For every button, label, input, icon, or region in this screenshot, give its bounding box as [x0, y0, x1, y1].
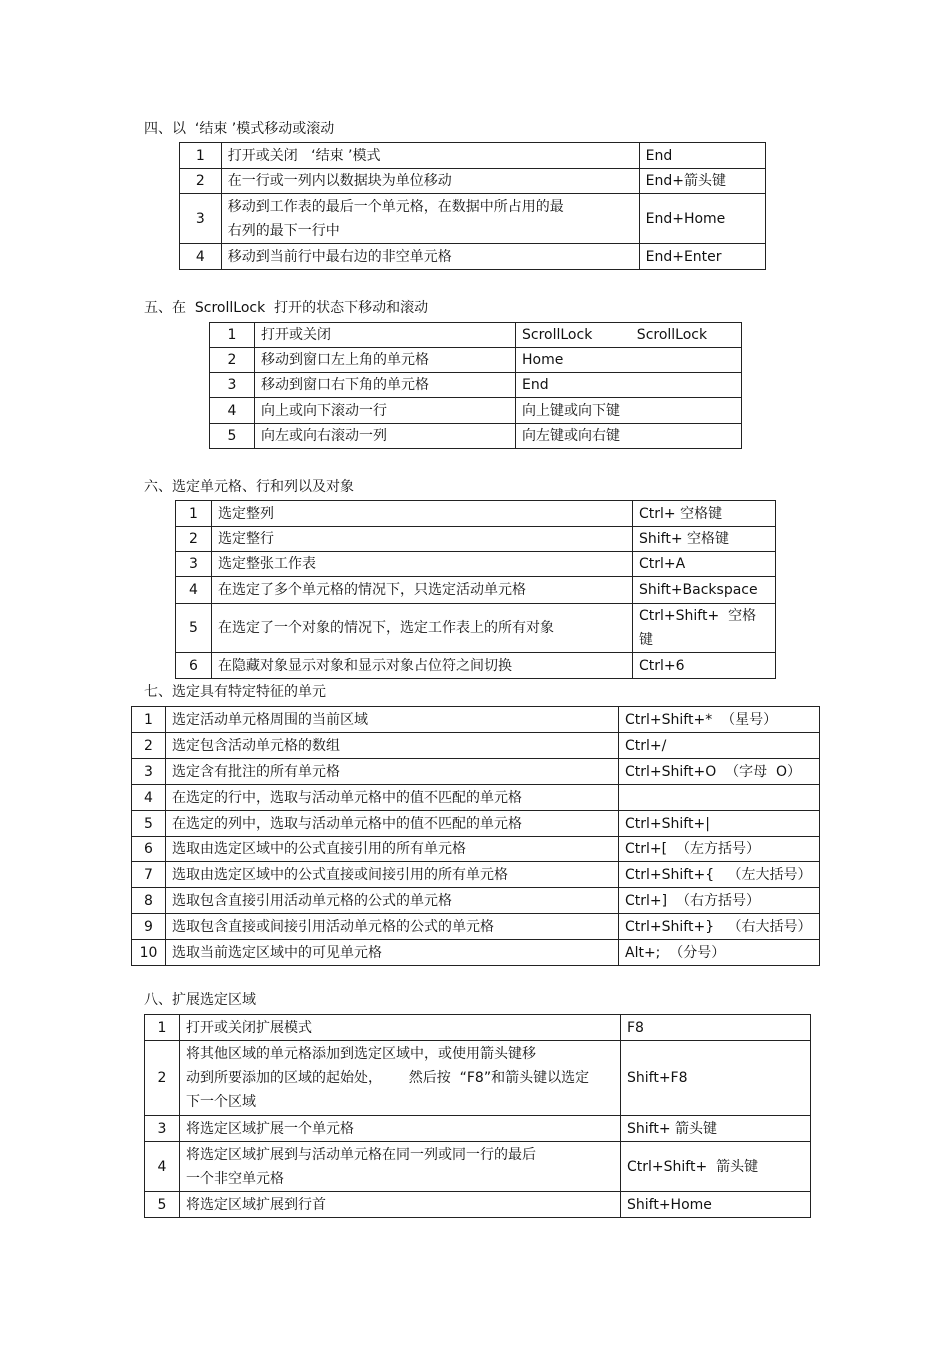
row-number: 2 — [180, 169, 222, 194]
row-number: 7 — [132, 862, 166, 888]
action-description: 选取包含直接引用活动单元格的公式的单元格 — [166, 888, 619, 914]
action-description: 向上或向下滚动一行 — [255, 398, 516, 424]
action-description: 打开或关闭 — [255, 323, 516, 348]
shortcut-keys: Shift+ 箭头键 — [621, 1116, 811, 1142]
row-number: 9 — [132, 914, 166, 940]
shortcut-keys: F8 — [621, 1015, 811, 1041]
row-number: 3 — [180, 194, 222, 244]
row-number: 8 — [132, 888, 166, 914]
action-description: 选定整行 — [212, 527, 633, 552]
table-row — [176, 552, 776, 577]
section-title: 五、在 ScrollLock 打开的状态下移动和滚动 — [144, 300, 429, 316]
row-number: 4 — [176, 577, 212, 604]
row-number: 2 — [132, 733, 166, 759]
table-row — [176, 653, 776, 679]
section-title: 七、选定具有特定特征的单元 — [144, 684, 326, 700]
row-number: 4 — [180, 244, 222, 270]
action-description: 将其他区域的单元格添加到选定区域中，或使用箭头键移 动到所要添加的区域的起始处， 然后按 “F8”和箭头键以选定 下一个区域 — [180, 1041, 621, 1116]
table-row — [176, 527, 776, 552]
action-description: 在选定了多个单元格的情况下，只选定活动单元格 — [212, 577, 633, 604]
shortcut-keys: End+Home — [639, 194, 765, 244]
shortcut-keys: Ctrl+Shift+* （星号） — [619, 707, 820, 733]
action-description: 选定整张工作表 — [212, 552, 633, 577]
shortcut-keys: Ctrl+ 空格键 — [633, 501, 776, 527]
shortcut-keys: Ctrl+Shift+ 空格键 — [633, 604, 776, 653]
action-description: 选取包含直接或间接引用活动单元格的公式的单元格 — [166, 914, 619, 940]
shortcut-keys: 向上键或向下键 — [516, 398, 742, 424]
shortcut-table — [179, 142, 766, 270]
row-number: 1 — [145, 1015, 180, 1041]
table-row — [210, 348, 742, 373]
row-number: 5 — [145, 1192, 180, 1218]
action-description: 选定整列 — [212, 501, 633, 527]
row-number: 2 — [145, 1041, 180, 1116]
row-number: 2 — [176, 527, 212, 552]
row-number: 2 — [210, 348, 255, 373]
action-description: 向左或向右滚动一列 — [255, 424, 516, 449]
action-description: 打开或关闭扩展模式 — [180, 1015, 621, 1041]
table-row — [132, 940, 820, 966]
shortcut-keys: End — [516, 373, 742, 398]
shortcut-keys: Ctrl+Shift+O （字母 O） — [619, 759, 820, 785]
shortcut-keys: 向左键或向右键 — [516, 424, 742, 449]
row-number: 10 — [132, 940, 166, 966]
table-row — [132, 837, 820, 862]
table-row — [145, 1015, 811, 1041]
shortcut-keys — [619, 785, 820, 811]
shortcut-keys: Ctrl+A — [633, 552, 776, 577]
table-row — [132, 785, 820, 811]
action-description: 在选定了一个对象的情况下，选定工作表上的所有对象 — [212, 604, 633, 653]
action-description: 选取由选定区域中的公式直接或间接引用的所有单元格 — [166, 862, 619, 888]
row-number: 1 — [132, 707, 166, 733]
table-row — [132, 707, 820, 733]
shortcut-keys: Ctrl+[ （左方括号） — [619, 837, 820, 862]
shortcut-keys: End+箭头键 — [639, 169, 765, 194]
row-number: 4 — [210, 398, 255, 424]
section-title: 四、以 ‘结束 ’模式移动或滚动 — [144, 121, 335, 137]
table-row — [145, 1192, 811, 1218]
table-row — [132, 914, 820, 940]
shortcut-keys: Shift+Home — [621, 1192, 811, 1218]
table-row — [132, 733, 820, 759]
action-description: 选定活动单元格周围的当前区域 — [166, 707, 619, 733]
action-description: 将选定区域扩展到与活动单元格在同一列或同一行的最后 一个非空单元格 — [180, 1142, 621, 1192]
action-description: 在一行或一列内以数据块为单位移动 — [221, 169, 639, 194]
row-number: 3 — [132, 759, 166, 785]
row-number: 4 — [132, 785, 166, 811]
shortcut-keys: Ctrl+] （右方括号） — [619, 888, 820, 914]
shortcut-table — [131, 706, 820, 966]
table-row — [145, 1142, 811, 1192]
table-row — [132, 759, 820, 785]
table-row — [176, 501, 776, 527]
action-description: 在隐藏对象显示对象和显示对象占位符之间切换 — [212, 653, 633, 679]
shortcut-keys: ScrollLock ScrollLock — [516, 323, 742, 348]
table-row — [176, 577, 776, 604]
row-number: 5 — [210, 424, 255, 449]
table-row — [132, 811, 820, 837]
row-number: 3 — [176, 552, 212, 577]
row-number: 6 — [176, 653, 212, 679]
shortcut-keys: Ctrl+/ — [619, 733, 820, 759]
shortcut-keys: Ctrl+Shift+| — [619, 811, 820, 837]
row-number: 3 — [145, 1116, 180, 1142]
shortcut-keys: Shift+Backspace — [633, 577, 776, 604]
shortcut-table — [209, 322, 742, 449]
row-number: 4 — [145, 1142, 180, 1192]
table-row — [145, 1116, 811, 1142]
shortcut-keys: Ctrl+Shift+{ （左大括号） — [619, 862, 820, 888]
table-row — [180, 143, 766, 169]
shortcut-table — [175, 500, 776, 679]
table-row — [180, 169, 766, 194]
section-title: 六、选定单元格、行和列以及对象 — [144, 479, 354, 495]
shortcut-keys: Shift+F8 — [621, 1041, 811, 1116]
action-description: 移动到窗口右下角的单元格 — [255, 373, 516, 398]
action-description: 移动到窗口左上角的单元格 — [255, 348, 516, 373]
shortcut-keys: Ctrl+6 — [633, 653, 776, 679]
action-description: 将选定区域扩展一个单元格 — [180, 1116, 621, 1142]
table-row — [145, 1041, 811, 1116]
row-number: 1 — [176, 501, 212, 527]
row-number: 3 — [210, 373, 255, 398]
row-number: 1 — [180, 143, 222, 169]
shortcut-keys: Ctrl+Shift+} （右大括号） — [619, 914, 820, 940]
shortcut-table — [144, 1014, 811, 1218]
shortcut-keys: Shift+ 空格键 — [633, 527, 776, 552]
shortcut-keys: Ctrl+Shift+ 箭头键 — [621, 1142, 811, 1192]
shortcut-keys: End — [639, 143, 765, 169]
shortcut-keys: Home — [516, 348, 742, 373]
shortcut-keys: End+Enter — [639, 244, 765, 270]
table-row — [132, 888, 820, 914]
action-description: 在选定的列中，选取与活动单元格中的值不匹配的单元格 — [166, 811, 619, 837]
action-description: 打开或关闭 ‘结束 ’模式 — [221, 143, 639, 169]
row-number: 6 — [132, 837, 166, 862]
table-row — [210, 373, 742, 398]
table-row — [210, 323, 742, 348]
action-description: 选取当前选定区域中的可见单元格 — [166, 940, 619, 966]
section-title: 八、扩展选定区域 — [144, 992, 256, 1008]
action-description: 移动到工作表的最后一个单元格，在数据中所占用的最 右列的最下一行中 — [221, 194, 639, 244]
table-row — [210, 398, 742, 424]
action-description: 在选定的行中，选取与活动单元格中的值不匹配的单元格 — [166, 785, 619, 811]
action-description: 选定含有批注的所有单元格 — [166, 759, 619, 785]
table-row — [132, 862, 820, 888]
table-row — [210, 424, 742, 449]
action-description: 将选定区域扩展到行首 — [180, 1192, 621, 1218]
table-row — [180, 244, 766, 270]
action-description: 选取由选定区域中的公式直接引用的所有单元格 — [166, 837, 619, 862]
row-number: 1 — [210, 323, 255, 348]
table-row — [180, 194, 766, 244]
shortcut-keys: Alt+; （分号） — [619, 940, 820, 966]
action-description: 选定包含活动单元格的数组 — [166, 733, 619, 759]
table-row — [176, 604, 776, 653]
row-number: 5 — [132, 811, 166, 837]
action-description: 移动到当前行中最右边的非空单元格 — [221, 244, 639, 270]
row-number: 5 — [176, 604, 212, 653]
